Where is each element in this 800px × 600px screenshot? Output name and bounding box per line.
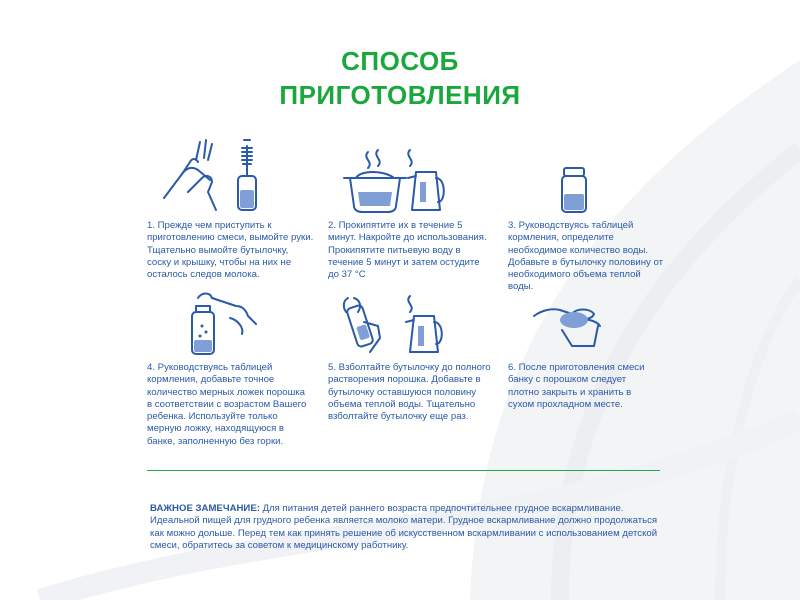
page-title [0, 44, 800, 112]
important-note [150, 503, 670, 553]
hand-washing-brush-icon [158, 136, 274, 214]
step-3-text: 3. Руководствуясь таблицей кормления, определите необходимое количество воды. Добавьте в бутылочку половину от необходимого объема теплой воды. [508, 220, 664, 293]
step-6-text: 6. После приготовления смеси банку с порошком следует плотно закрыть и хранить в сухом прохладном месте. [508, 362, 645, 410]
step-5-text: 5. Взболтайте бутылочку до полного растворения порошка. Добавьте в бутылочку оставшуюся половину объема теплой воды. Тщательно взболтайте бутылочку еще раз. [328, 362, 491, 423]
note-text: Для питания детей раннего возраста предпочтительнее грудное вскармливание. Идеальной пищей для грудного ребенка является молоко матери. Грудное вскармливание должно продолжаться как можно дольше. Перед тем как принять решение об искусственном вскармливании с использованием детской смеси, обратитесь за советом к медицинскому работнику. [150, 503, 658, 552]
section-divider [147, 470, 660, 471]
note-label: ВАЖНОЕ ЗАМЕЧАНИЕ: [150, 503, 260, 514]
water-bottle-icon [558, 166, 590, 214]
formula-scoop-bottle-icon [186, 292, 258, 356]
shaking-bottle-kettle-icon [340, 292, 460, 356]
step-2-text: 2. Прокипятите их в течение 5 минут. Накройте до использования. Прокипятите питьевую воду в течение 5 минут и затем остудите до 37 °С [328, 220, 487, 281]
title-line-2: ПРИГОТОВЛЕНИЯ [279, 80, 521, 110]
closing-can-lid-icon [532, 296, 602, 352]
step-1-text: 1. Прежде чем приступить к приготовлению смеси, вымойте руки. Тщательно вымойте бутылочку, соску и крышку, чтобы на них не осталось следов молока. [147, 220, 314, 281]
step-4-text: 4. Руководствуясь таблицей кормления, добавьте точное количество мерных ложек порошка в соответствии с возрастом Вашего ребенка. Используйте только мерную ложку, находящуюся в банке, заполненную без горки. [147, 362, 307, 447]
boiling-pot-kettle-icon [340, 148, 460, 214]
title-line-1: СПОСОБ [341, 46, 459, 76]
